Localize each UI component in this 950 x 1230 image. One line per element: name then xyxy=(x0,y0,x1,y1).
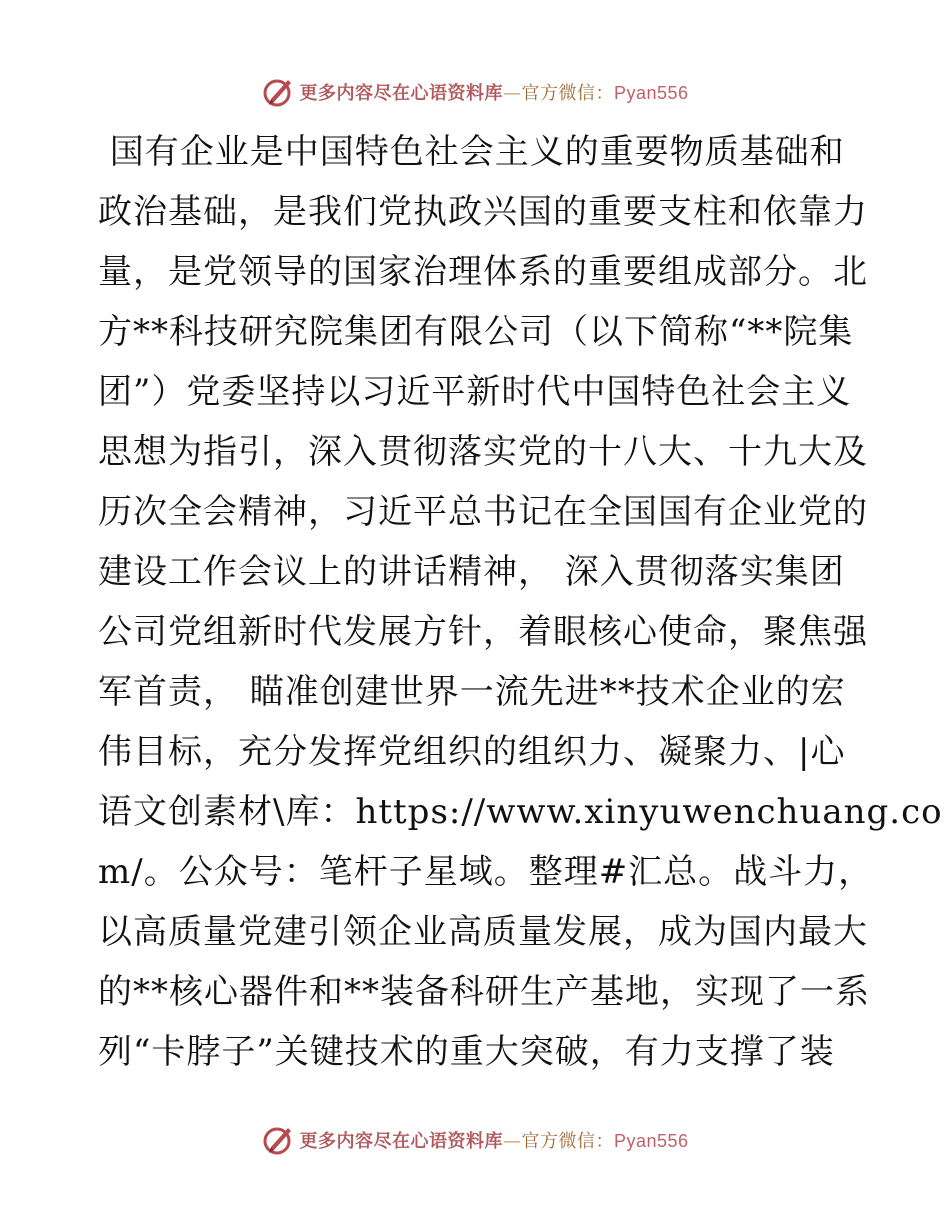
header-banner-text xyxy=(299,79,688,105)
body-line: 历次全会精神，习近平总书记在全国国有企业党的 xyxy=(98,492,868,532)
body-line: 政治基础，是我们党执政兴国的重要支柱和依靠力 xyxy=(98,192,868,232)
document-body xyxy=(98,122,943,1082)
header-wechat-id: Pyan556 xyxy=(613,83,689,103)
body-line: 伟目标，充分发挥党组织的组织力、凝聚力、|心 xyxy=(98,732,846,772)
header-contact-label: 官方微信： xyxy=(521,83,614,104)
body-line: 团”）党委坚持以习近平新时代中国特色社会主义 xyxy=(98,372,852,412)
body-line: 语文创素材\库：https://www.xinyuwenchuang.co xyxy=(98,792,943,832)
body-line: m/。公众号：笔杆子星域。整理#汇总。战斗力， xyxy=(98,852,874,892)
body-line: 公司党组新时代发展方针，着眼核心使命，聚焦强 xyxy=(98,612,868,652)
footer-banner-text xyxy=(299,1127,688,1153)
header-site-text: 更多内容尽在心语资料库 xyxy=(299,83,503,104)
quill-pen-logo-icon xyxy=(261,75,295,109)
body-line: 列“卡脖子”关键技术的重大突破，有力支撑了装 xyxy=(98,1032,835,1072)
footer-banner xyxy=(0,1120,950,1160)
body-line: 以高质量党建引领企业高质量发展，成为国内最大 xyxy=(98,912,868,952)
body-line: 思想为指引，深入贯彻落实党的十八大、十九大及 xyxy=(98,432,868,472)
body-line: 国有企业是中国特色社会主义的重要物质基础和 xyxy=(98,132,845,172)
footer-contact-label: 官方微信： xyxy=(521,1131,614,1152)
body-line: 量，是党领导的国家治理体系的重要组成部分。北 xyxy=(98,252,868,292)
footer-site-text: 更多内容尽在心语资料库 xyxy=(299,1131,503,1152)
body-line: 建设工作会议上的讲话精神， 深入贯彻落实集团 xyxy=(98,552,845,592)
body-line: 方**科技研究院集团有限公司（以下简称“**院集 xyxy=(98,312,854,352)
quill-pen-logo-icon xyxy=(261,1123,295,1157)
footer-separator: — xyxy=(502,1131,522,1152)
body-line: 军首责， 瞄准创建世界一流先进**技术企业的宏 xyxy=(98,672,846,712)
header-separator: — xyxy=(502,83,522,104)
header-banner xyxy=(0,72,950,112)
footer-wechat-id: Pyan556 xyxy=(613,1131,689,1151)
body-line: 的**核心器件和**装备科研生产基地，实现了一系 xyxy=(98,972,870,1012)
